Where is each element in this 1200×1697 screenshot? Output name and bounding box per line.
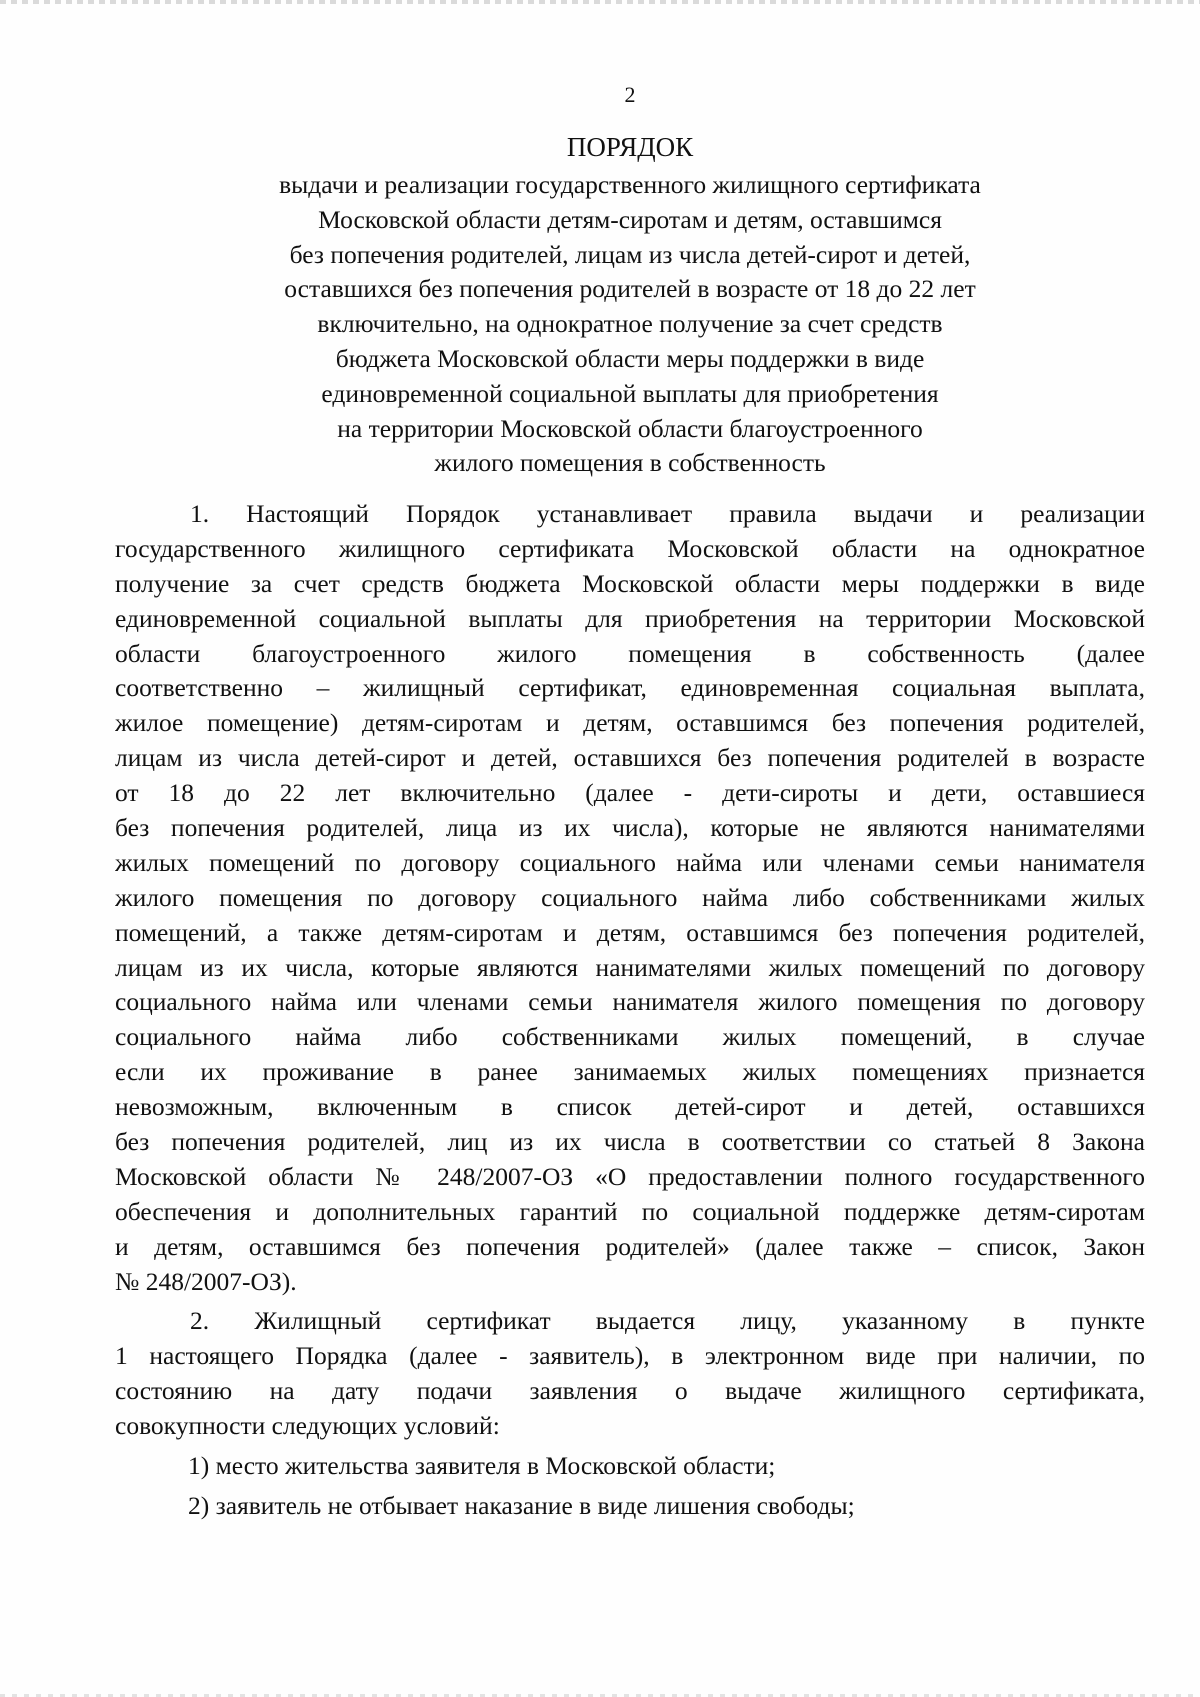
- subtitle-line: жилого помещения в собственность: [434, 448, 826, 478]
- conditions-list: [115, 1449, 1145, 1524]
- paragraph-line: совокупности следующих условий:: [115, 1411, 500, 1441]
- document-body: [115, 497, 1145, 1524]
- paragraph-line: лицам из числа детей-сирот и детей, оставшихся без попечения родителей в возрасте: [115, 743, 1145, 773]
- paragraph-line: получение за счет средств бюджета Московской области меры поддержки в виде: [115, 568, 1145, 598]
- paragraph-line: жилого помещения по договору социального найма либо собственниками жилых: [115, 882, 1145, 912]
- paragraph-line: без попечения родителей, лиц из их числа в соответствии со статьей 8 Закона: [115, 1127, 1145, 1157]
- subtitle-line: без попечения родителей, лицам из числа детей-сирот и детей,: [289, 239, 971, 269]
- paragraph-line: жилых помещений по договору социального найма или членами семьи нанимателя: [115, 847, 1145, 877]
- paragraph-line: жилое помещение) детям-сиротам и детям, оставшимся без попечения родителей,: [115, 708, 1145, 738]
- paragraph-line: Московской области № 248/2007-ОЗ «О предоставлении полного государственного: [115, 1161, 1145, 1191]
- subtitle-line: Московской области детям-сиротам и детям, оставшимся: [318, 204, 942, 234]
- paragraph-line: обеспечения и дополнительных гарантий по социальной поддержке детям-сиротам: [115, 1196, 1145, 1226]
- subtitle-line: включительно, на однократное получение за счет средств: [317, 309, 943, 339]
- paragraph-line: если их проживание в ранее занимаемых жилых помещениях признается: [115, 1057, 1145, 1087]
- subtitle-line: единовременной социальной выплаты для приобретения: [321, 378, 939, 408]
- paragraph-2: [115, 1304, 1145, 1444]
- paragraph-line: 1 настоящего Порядка (далее - заявитель), в электронном виде при наличии, по: [115, 1341, 1145, 1371]
- subtitle-line: оставшихся без попечения родителей в возрасте от 18 до 22 лет: [284, 274, 976, 304]
- paragraph-line: области благоустроенного жилого помещения в собственность (далее: [115, 638, 1145, 668]
- condition-item: 1) место жительства заявителя в Московской области;: [188, 1451, 776, 1481]
- subtitle-line: выдачи и реализации государственного жилищного сертификата: [279, 170, 981, 199]
- paragraph-line: без попечения родителей, лица из их числа), которые не являются нанимателями: [115, 813, 1145, 843]
- paragraph-line: и детям, оставшимся без попечения родителей» (далее также – список, Закон: [115, 1231, 1145, 1261]
- paragraph-line: состоянию на дату подачи заявления о выдаче жилищного сертификата,: [115, 1376, 1145, 1406]
- paragraph-line: от 18 до 22 лет включительно (далее - дети-сироты и дети, оставшиеся: [115, 778, 1145, 808]
- paragraph-line: соответственно – жилищный сертификат, единовременная социальная выплата,: [115, 673, 1145, 703]
- subtitle-line: на территории Московской области благоустроенного: [337, 413, 923, 443]
- page-number: 2: [624, 82, 636, 107]
- paragraph-line: государственного жилищного сертификата Московской области на однократное: [115, 533, 1145, 563]
- paragraph-line: № 248/2007-ОЗ).: [115, 1266, 297, 1296]
- paragraph-line: социального найма или членами семьи нанимателя жилого помещения по договору: [115, 987, 1145, 1017]
- paragraph-line: помещений, а также детям-сиротам и детям, оставшимся без попечения родителей,: [115, 917, 1145, 947]
- paragraph-line: 2. Жилищный сертификат выдается лицу, указанному в пункте: [190, 1306, 1145, 1336]
- condition-item: 2) заявитель не отбывает наказание в виде лишения свободы;: [188, 1490, 855, 1520]
- paragraph-1: [115, 497, 1145, 1299]
- paragraph-line: социального найма либо собственниками жилых помещений, в случае: [115, 1022, 1145, 1052]
- subtitle-line: бюджета Московской области меры поддержки в виде: [335, 343, 925, 373]
- document-subtitle: [0, 168, 1200, 481]
- paragraph-line: лицам из их числа, которые являются нанимателями жилых помещений по договору: [115, 952, 1145, 982]
- paragraph-line: единовременной социальной выплаты для приобретения на территории Московской: [115, 603, 1145, 633]
- paragraph-line: 1. Настоящий Порядок устанавливает правила выдачи и реализации: [190, 499, 1145, 528]
- paragraph-line: невозможным, включенным в список детей-сирот и детей, оставшихся: [115, 1092, 1145, 1122]
- scan-edge-top: [0, 0, 1200, 4]
- document-title: ПОРЯДОК: [566, 132, 694, 162]
